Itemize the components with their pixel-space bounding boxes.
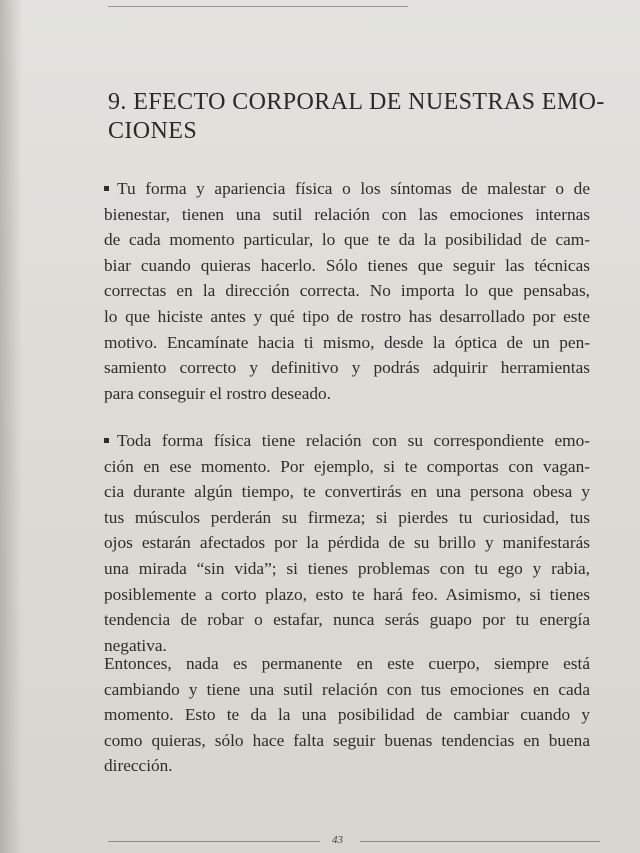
paragraph-line: Entonces, nada es permanente en este cuerpo, siempre está [104, 654, 590, 673]
paragraph-line: ojos estarán afectados por la pérdida de su brillo y manifestarás [104, 533, 590, 553]
paragraph-line: correctas en la dirección correcta. No importa lo que pensabas, [104, 281, 590, 301]
page-number: 43 [332, 834, 343, 846]
paragraph-line: como quieras, sólo hace falta seguir buenas tendencias en buena [104, 730, 590, 750]
paragraph-2 [104, 428, 590, 658]
bullet-square-icon [104, 438, 109, 443]
paragraph-line: momento. Esto te da la una posibilidad de cambiar cuando y [104, 705, 590, 725]
paragraph-line: negativa. [104, 635, 167, 655]
bullet-square-icon [104, 186, 109, 191]
footer-rule-left [108, 841, 320, 842]
section-heading-line-2: CIONES [108, 118, 198, 144]
paragraph-line: para conseguir el rostro deseado. [104, 383, 331, 403]
paragraph-line: tus músculos perderán su firmeza; si pierdes tu curiosidad, tus [104, 507, 590, 527]
footer-rule-right [360, 841, 600, 842]
paragraph-line: tendencia de robar o estafar, nunca serás guapo por tu energía [104, 610, 590, 630]
paragraph-line: bienestar, tienen una sutil relación con las emociones internas [104, 204, 590, 224]
page-gutter-shadow [0, 0, 22, 853]
paragraph-line: una mirada “sin vida”; si tienes problemas con tu ego y rabia, [104, 558, 590, 578]
paragraph-line: lo que hiciste antes y qué tipo de rostro has desarrollado por este [104, 306, 590, 326]
paragraph-line: cambiando y tiene una sutil relación con tus emociones en cada [104, 679, 590, 699]
paragraph-line: Toda forma física tiene relación con su correspondiente emo- [104, 428, 590, 454]
section-heading [108, 88, 605, 146]
paragraph-line: Tu forma y apariencia física o los síntomas de malestar o de [104, 176, 590, 202]
page-footer [108, 834, 600, 848]
paragraph-line: dirección. [104, 756, 173, 776]
paragraph-line: de cada momento particular, lo que te da la posibilidad de cam- [104, 230, 590, 250]
paragraph-line: ción en ese momento. Por ejemplo, si te comportas con vagan- [104, 456, 590, 476]
paragraph-line: cia durante algún tiempo, te convertirás en una persona obesa y [104, 482, 590, 502]
section-heading-line-1: 9. EFECTO CORPORAL DE NUESTRAS EMO- [108, 89, 605, 115]
paragraph-line: samiento correcto y definitivo y podrás adquirir herramientas [104, 358, 590, 378]
paragraph-3 [104, 651, 590, 779]
paragraph-1 [104, 176, 590, 406]
header-rule [108, 6, 408, 7]
paragraph-line: posiblemente a corto plazo, esto te hará feo. Asimismo, si tienes [104, 584, 590, 604]
paragraph-line: biar cuando quieras hacerlo. Sólo tienes que seguir las técnicas [104, 255, 590, 275]
paragraph-line: motivo. Encamínate hacia ti mismo, desde la óptica de un pen- [104, 332, 590, 352]
